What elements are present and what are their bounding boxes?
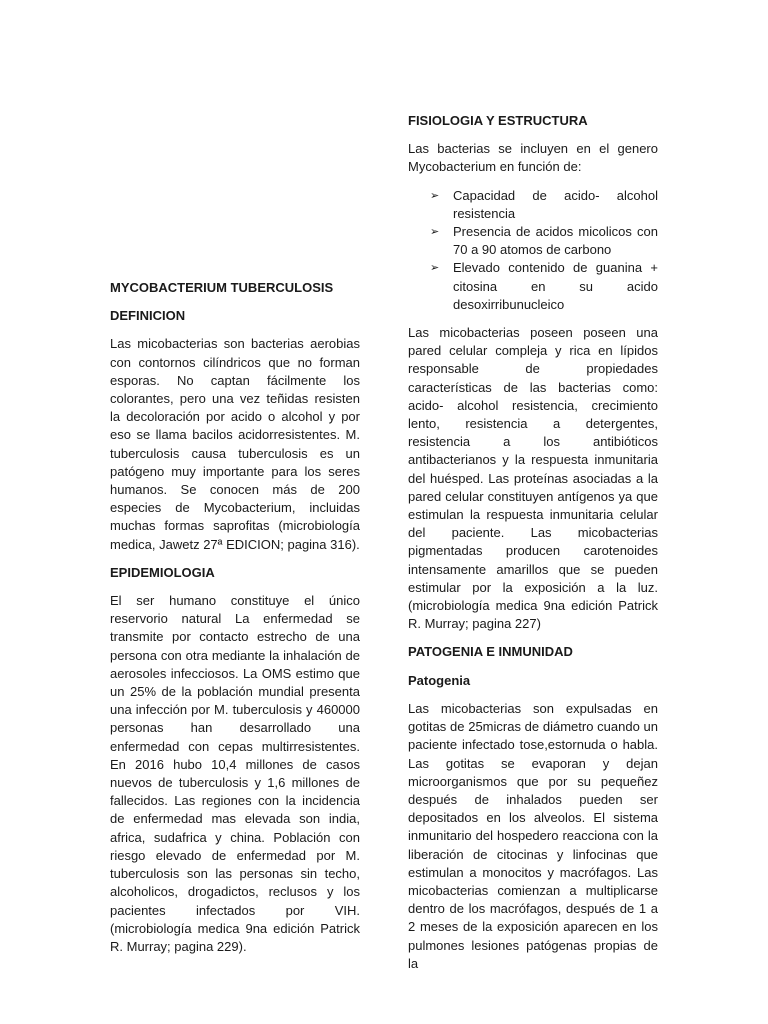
- fisiologia-intro-paragraph: Las bacterias se incluyen en el genero Mycobacterium en función de:: [408, 141, 658, 175]
- left-column: [110, 279, 360, 956]
- definicion-paragraph: Las micobacterias son bacterias aerobias con contornos cilíndricos que no forman esporas. No captan fácilmente los colorantes, pero una vez teñidas resisten la decoloración por acido o alcohol y por eso se llama bacilos acidorresistentes. M. tuberculosis causa tuberculosis es un patógeno muy importante para los seres humanos. Se conocen más de 200 especies de Mycobacterium, incluidas muchas formas saprofitas (microbiología medica, Jawetz 27ª EDICION; pagina 316).: [110, 336, 360, 552]
- patogenia-heading: PATOGENIA E INMUNIDAD: [408, 644, 573, 660]
- right-column: [408, 112, 658, 973]
- fisiologia-paragraph: Las micobacterias poseen poseen una pared celular compleja y rica en lípidos responsable de propiedades características de las bacterias como: acido- alcohol resistencia, crecimiento lento, resistencia a detergentes, resistencia a los antibióticos antibacterianos y la respuesta inmunitaria del huésped. Las proteínas asociadas a la pared celular constituyen antígenos ya que estimulan la respuesta inmunitaria celular del paciente. Las micobacterias pigmentadas producen carotenoides intensamente amarillos que se pueden estimular por la exposición a la luz. (microbiología medica 9na edición Patrick R. Murray; pagina 227): [408, 325, 658, 632]
- arrow-bullet-icon: ➢: [430, 262, 440, 275]
- epidemiologia-paragraph: El ser humano constituye el único reservorio natural La enfermedad se transmite por contacto estrecho de una persona con otra mediante la inhalación de aerosoles infecciosos. La OMS estimo que un 25% de la población mundial presenta una infección por M. tuberculosis y 460000 personas han desarrollado una enfermedad con cepas multirresistentes. En 2016 hubo 10,4 millones de casos nuevos de tuberculosis y 1,6 millones de fallecidos. Las regiones con la incidencia de enfermedad mas elevada son india, africa, sudafrica y china. Población con riesgo elevado de enfermedad por M. tuberculosis son las personas sin techo, alcoholicos, drogadictos, reclusos y los pacientes infectados por VIH. (microbiología medica 9na edición Patrick R. Murray; pagina 229).: [110, 593, 360, 954]
- arrow-bullet-icon: ➢: [430, 226, 440, 239]
- document-title: MYCOBACTERIUM TUBERCULOSIS: [110, 280, 334, 295]
- definicion-heading: DEFINICION: [110, 308, 186, 324]
- list-item-text: Capacidad de acido- alcohol resistencia: [453, 187, 658, 221]
- patogenia-subheading: Patogenia: [408, 672, 471, 688]
- list-item: [430, 223, 658, 259]
- list-item-text: Presencia de acidos micolicos con 70 a 90 atomos de carbono: [453, 224, 658, 258]
- criteria-list: [408, 187, 658, 314]
- list-item-text: Elevado contenido de guanina + citosina en su acido desoxirribunucleico: [453, 260, 658, 312]
- patogenia-paragraph: Las micobacterias son expulsadas en gotitas de 25micras de diámetro cuando un paciente infectado tose,estornuda o habla. Las gotitas se evaporan y dejan microorganismos que por su pequeñez después de inhalados pueden ser depositados en los alveolos. El sistema inmunitario del hospedero reacciona con la liberación de citocinas y linfocinas que estimulan a monocitos y macrófagos. Las micobacterias comienzan a multiplicarse dentro de los macrófagos, después de 1 a 2 meses de la exposición aparecen en los pulmones lesiones patógenas propias de la: [408, 700, 658, 971]
- epidemiologia-heading: EPIDEMIOLOGIA: [110, 564, 215, 580]
- arrow-bullet-icon: ➢: [430, 189, 440, 202]
- list-item: [430, 259, 658, 314]
- list-item: [430, 187, 658, 223]
- fisiologia-heading: FISIOLOGIA Y ESTRUCTURA: [408, 113, 588, 128]
